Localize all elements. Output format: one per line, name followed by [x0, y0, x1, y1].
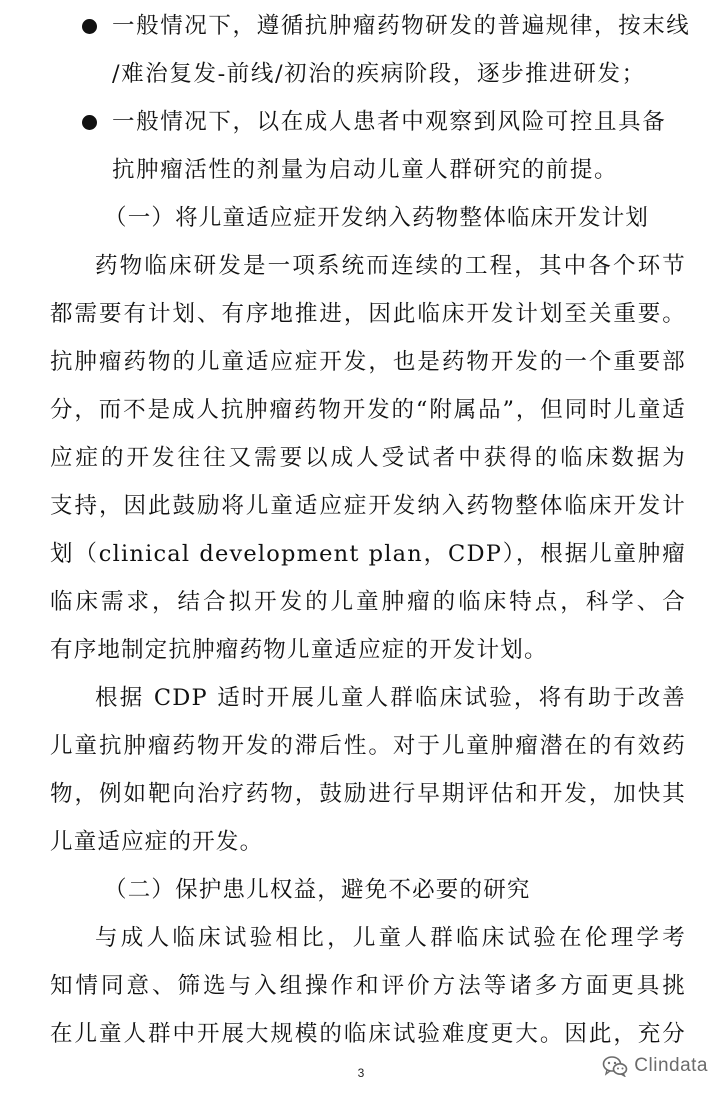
paragraph-line: 划（clinical development plan，CDP），根据儿童肿瘤	[50, 541, 686, 567]
paragraph-line: 与成人临床试验相比，儿童人群临床试验在伦理学考	[95, 925, 686, 951]
bullet-item	[82, 98, 690, 194]
paragraph-line: 儿童适应症的开发。	[50, 829, 264, 855]
paragraph-line: 知情同意、筛选与入组操作和评价方法等诸多方面更具挑	[50, 973, 686, 999]
paragraph-line: 应症的开发往往又需要以成人受试者中获得的临床数据为	[50, 445, 686, 471]
section-heading: （二）保护患儿权益，避免不必要的研究	[104, 877, 531, 903]
bullet-text-line: 抗肿瘤活性的剂量为启动儿童人群研究的前提。	[112, 157, 619, 183]
bullet-text-line: 一般情况下，遵循抗肿瘤药物研发的普遍规律，按末线	[112, 13, 691, 39]
bullet-text-line: 一般情况下，以在成人患者中观察到风险可控且具备	[112, 109, 667, 135]
wechat-icon	[602, 1055, 628, 1077]
paragraph-line: 儿童抗肿瘤药物开发的滞后性。对于儿童肿瘤潜在的有效药	[50, 733, 686, 759]
paragraph-line: 根据 CDP 适时开展儿童人群临床试验，将有助于改善	[95, 685, 686, 711]
section-heading: （一）将儿童适应症开发纳入药物整体临床开发计划	[104, 205, 650, 231]
document-content	[0, 2, 722, 1058]
paragraph-line: 在儿童人群中开展大规模的临床试验难度更大。因此，充分	[50, 1021, 686, 1047]
page-number: 3	[357, 1066, 365, 1080]
paragraph-line: 分，而不是成人抗肿瘤药物开发的“附属品”，但同时儿童适	[50, 397, 686, 423]
bullet-dot-icon	[82, 19, 97, 34]
paragraph-line: 药物临床研发是一项系统而连续的工程，其中各个环节	[95, 253, 686, 279]
bullet-text-line: /难治复发-前线/初治的疾病阶段，逐步推进研发；	[112, 61, 646, 87]
bullet-item	[82, 2, 690, 98]
watermark	[602, 1055, 708, 1077]
paragraph-line: 抗肿瘤药物的儿童适应症开发，也是药物开发的一个重要部	[50, 349, 686, 375]
paragraph-line: 临床需求，结合拟开发的儿童肿瘤的临床特点，科学、合	[50, 589, 686, 615]
paragraph-line: 有序地制定抗肿瘤药物儿童适应症的开发计划。	[50, 637, 548, 663]
paragraph-line: 都需要有计划、有序地推进，因此临床开发计划至关重要。	[50, 301, 686, 327]
watermark-text: Clindata	[634, 1055, 708, 1076]
paragraph-line: 物，例如靶向治疗药物，鼓励进行早期评估和开发，加快其	[50, 781, 686, 807]
paragraph-line: 支持，因此鼓励将儿童适应症开发纳入药物整体临床开发计	[50, 493, 686, 519]
bullet-dot-icon	[82, 115, 97, 130]
